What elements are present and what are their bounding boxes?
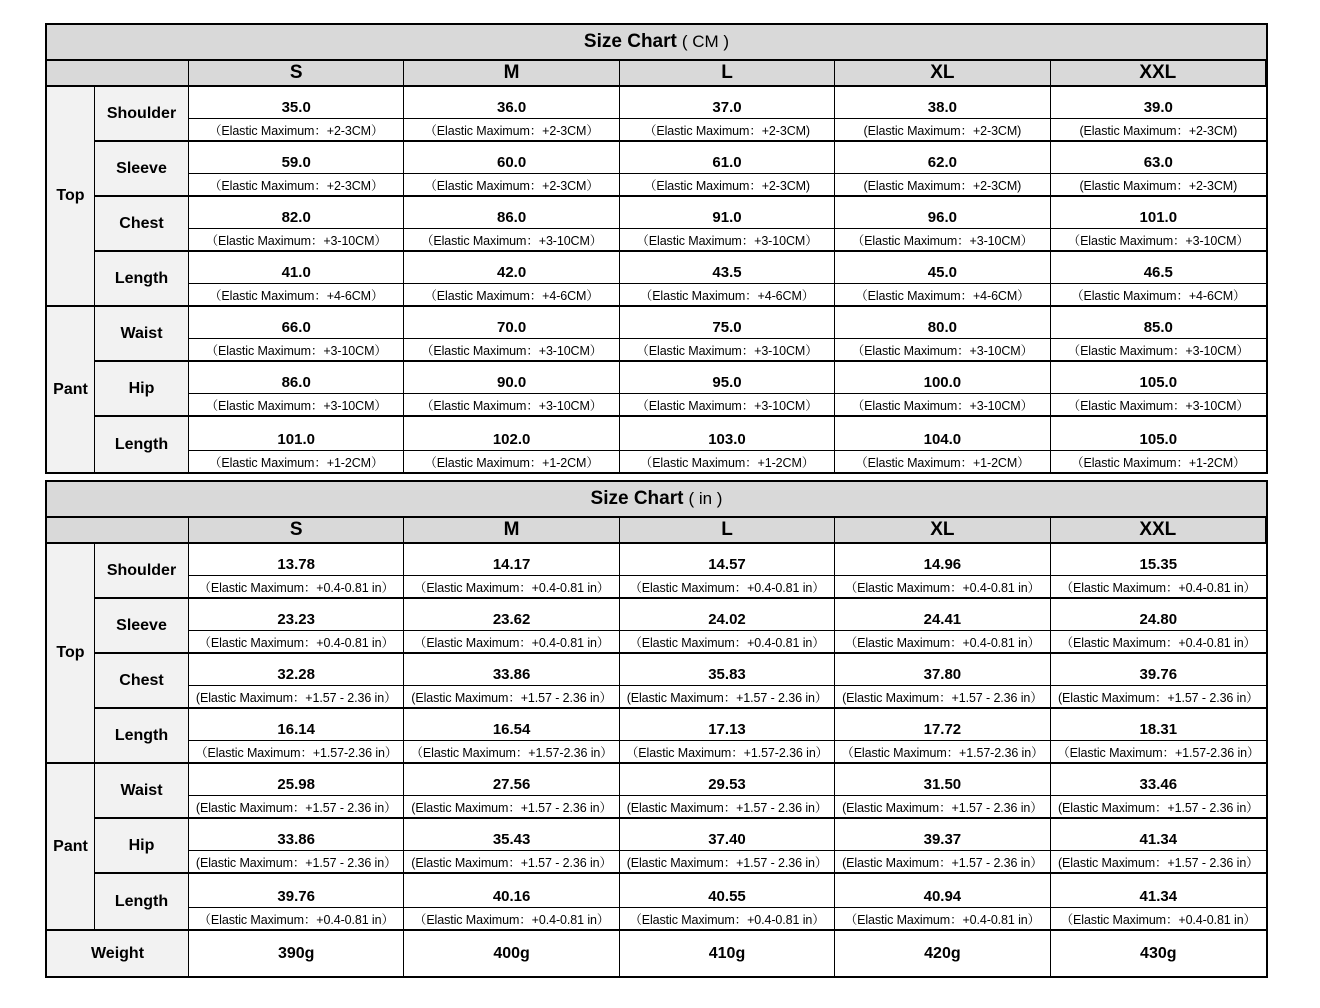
elastic-note: (Elastic Maximum：+1.57 - 2.36 in） xyxy=(842,855,1043,870)
measure-value: 18.31 xyxy=(1051,709,1266,741)
elastic-note: （Elastic Maximum：+3-10CM） xyxy=(636,398,818,413)
size-header-m: M xyxy=(404,61,619,87)
measure-label-length: Length xyxy=(95,874,189,929)
measure-label-shoulder: Shoulder xyxy=(95,87,189,142)
elastic-note: （Elastic Maximum：+2-3CM) xyxy=(643,178,810,193)
measure-cell xyxy=(404,764,619,819)
measure-cell xyxy=(1051,197,1266,252)
elastic-note: (Elastic Maximum：+1.57 - 2.36 in） xyxy=(1057,800,1259,815)
measure-value: 15.35 xyxy=(1051,544,1266,576)
elastic-note: （Elastic Maximum：+3-10CM） xyxy=(851,233,1033,248)
measure-value: 17.13 xyxy=(620,709,834,741)
measure-value: 43.5 xyxy=(620,252,834,284)
measure-cell xyxy=(1051,819,1266,874)
measure-value: 35.0 xyxy=(189,87,403,119)
elastic-note: （Elastic Maximum：+0.4-0.81 in） xyxy=(198,580,394,595)
measure-cell xyxy=(1051,362,1266,417)
measure-cell xyxy=(835,142,1050,197)
measure-label-length: Length xyxy=(95,709,189,764)
size-header-blank xyxy=(47,61,189,87)
elastic-note: （Elastic Maximum：+3-10CM） xyxy=(636,233,818,248)
measure-cell xyxy=(620,252,835,307)
elastic-note: （Elastic Maximum：+0.4-0.81 in） xyxy=(1060,912,1256,927)
elastic-note: （Elastic Maximum：+1-2CM） xyxy=(209,455,384,470)
measure-label-chest: Chest xyxy=(95,654,189,709)
chart-unit: ( CM ) xyxy=(681,32,730,51)
elastic-note: （Elastic Maximum：+3-10CM） xyxy=(205,398,387,413)
size-header-l: L xyxy=(620,518,835,544)
measure-label-shoulder: Shoulder xyxy=(95,544,189,599)
measure-cell xyxy=(404,362,619,417)
measure-value: 59.0 xyxy=(189,142,403,174)
measure-cell xyxy=(1051,654,1266,709)
measure-value: 80.0 xyxy=(835,307,1049,339)
measure-value: 33.46 xyxy=(1051,764,1266,796)
weight-label: Weight xyxy=(47,931,189,976)
group-label-pant: Pant xyxy=(47,764,95,929)
size-header-xxl: XXL xyxy=(1051,518,1266,544)
elastic-note: （Elastic Maximum：+2-3CM) xyxy=(643,123,810,138)
measure-value: 37.0 xyxy=(620,87,834,119)
measure-value: 95.0 xyxy=(620,362,834,394)
measure-cell xyxy=(835,764,1050,819)
measure-value: 39.76 xyxy=(189,874,403,908)
measure-cell xyxy=(835,709,1050,764)
measure-cell xyxy=(189,544,404,599)
measure-value: 61.0 xyxy=(620,142,834,174)
elastic-note: （Elastic Maximum：+0.4-0.81 in） xyxy=(629,580,825,595)
elastic-note: （Elastic Maximum：+2-3CM） xyxy=(424,178,599,193)
measure-cell xyxy=(404,874,619,929)
elastic-note: （Elastic Maximum：+3-10CM） xyxy=(1067,398,1249,413)
elastic-note: (Elastic Maximum：+1.57 - 2.36 in） xyxy=(411,800,612,815)
elastic-note: （Elastic Maximum：+0.4-0.81 in） xyxy=(198,912,394,927)
measure-label-length: Length xyxy=(95,417,189,472)
measure-label-waist: Waist xyxy=(95,307,189,362)
elastic-note: （Elastic Maximum：+2-3CM） xyxy=(424,123,599,138)
measure-cell xyxy=(620,599,835,654)
measure-cell xyxy=(835,197,1050,252)
measure-cell xyxy=(189,599,404,654)
elastic-note: （Elastic Maximum：+1.57-2.36 in） xyxy=(195,745,398,760)
elastic-note: （Elastic Maximum：+0.4-0.81 in） xyxy=(844,912,1041,927)
size-header-m: M xyxy=(404,518,619,544)
measure-value: 41.34 xyxy=(1051,874,1266,908)
measure-cell xyxy=(404,252,619,307)
measure-cell xyxy=(620,362,835,417)
elastic-note: (Elastic Maximum：+1.57 - 2.36 in） xyxy=(195,800,397,815)
elastic-note: （Elastic Maximum：+0.4-0.81 in） xyxy=(413,912,610,927)
measure-label-hip: Hip xyxy=(95,819,189,874)
measure-cell xyxy=(620,417,835,472)
measure-cell xyxy=(404,599,619,654)
elastic-note: (Elastic Maximum：+1.57 - 2.36 in） xyxy=(195,855,397,870)
measure-value: 33.86 xyxy=(404,654,618,686)
measure-value: 101.0 xyxy=(189,417,403,451)
size-header-s: S xyxy=(189,61,404,87)
size-chart-in xyxy=(45,480,1268,931)
size-header-s: S xyxy=(189,518,404,544)
measure-cell xyxy=(189,417,404,472)
measure-cell xyxy=(189,764,404,819)
measure-value: 90.0 xyxy=(404,362,618,394)
measure-cell xyxy=(620,709,835,764)
measure-value: 75.0 xyxy=(620,307,834,339)
measure-cell xyxy=(1051,417,1266,472)
weight-value-xl: 420g xyxy=(835,931,1050,976)
measure-cell xyxy=(1051,764,1266,819)
measure-cell xyxy=(835,544,1050,599)
measure-value: 40.55 xyxy=(620,874,834,908)
measure-label-sleeve: Sleeve xyxy=(95,142,189,197)
measure-cell xyxy=(835,362,1050,417)
measure-label-waist: Waist xyxy=(95,764,189,819)
chart-title-row xyxy=(47,482,1266,518)
elastic-note: （Elastic Maximum：+2-3CM） xyxy=(209,123,384,138)
elastic-note: （Elastic Maximum：+2-3CM） xyxy=(209,178,384,193)
elastic-note: （Elastic Maximum：+3-10CM） xyxy=(1067,343,1249,358)
elastic-note: （Elastic Maximum：+0.4-0.81 in） xyxy=(629,912,825,927)
elastic-note: （Elastic Maximum：+3-10CM） xyxy=(636,343,818,358)
measure-cell xyxy=(189,142,404,197)
elastic-note: （Elastic Maximum：+1-2CM） xyxy=(1071,455,1246,470)
size-header-xxl: XXL xyxy=(1051,61,1266,87)
measure-value: 42.0 xyxy=(404,252,618,284)
measure-value: 23.62 xyxy=(404,599,618,631)
measure-cell xyxy=(1051,142,1266,197)
elastic-note: （Elastic Maximum：+3-10CM） xyxy=(851,343,1033,358)
measure-value: 35.83 xyxy=(620,654,834,686)
measure-cell xyxy=(189,197,404,252)
measure-value: 39.76 xyxy=(1051,654,1266,686)
measure-cell xyxy=(189,252,404,307)
measure-cell xyxy=(620,307,835,362)
measure-value: 85.0 xyxy=(1051,307,1266,339)
measure-value: 16.54 xyxy=(404,709,618,741)
measure-value: 14.96 xyxy=(835,544,1049,576)
measure-value: 37.40 xyxy=(620,819,834,851)
elastic-note: (Elastic Maximum：+1.57 - 2.36 in） xyxy=(195,690,397,705)
measure-value: 100.0 xyxy=(835,362,1049,394)
elastic-note: （Elastic Maximum：+0.4-0.81 in） xyxy=(1060,635,1256,650)
measure-value: 102.0 xyxy=(404,417,618,451)
measure-value: 70.0 xyxy=(404,307,618,339)
measure-value: 13.78 xyxy=(189,544,403,576)
measure-value: 25.98 xyxy=(189,764,403,796)
elastic-note: （Elastic Maximum：+1.57-2.36 in） xyxy=(1057,745,1260,760)
elastic-note: （Elastic Maximum：+4-6CM） xyxy=(639,288,815,303)
elastic-note: (Elastic Maximum：+1.57 - 2.36 in） xyxy=(626,800,828,815)
size-header-xl: XL xyxy=(835,61,1050,87)
elastic-note: （Elastic Maximum：+4-6CM） xyxy=(855,288,1030,303)
measure-cell xyxy=(835,819,1050,874)
elastic-note: （Elastic Maximum：+4-6CM） xyxy=(1071,288,1246,303)
measure-value: 82.0 xyxy=(189,197,403,229)
measure-cell xyxy=(1051,874,1266,929)
elastic-note: （Elastic Maximum：+0.4-0.81 in） xyxy=(1060,580,1256,595)
measure-value: 63.0 xyxy=(1051,142,1266,174)
elastic-note: (Elastic Maximum：+1.57 - 2.36 in） xyxy=(411,690,612,705)
measure-cell xyxy=(835,599,1050,654)
measure-cell xyxy=(404,819,619,874)
measure-cell xyxy=(620,87,835,142)
measure-cell xyxy=(189,654,404,709)
measure-value: 105.0 xyxy=(1051,417,1266,451)
elastic-note: （Elastic Maximum：+1-2CM） xyxy=(639,455,815,470)
elastic-note: (Elastic Maximum：+2-3CM) xyxy=(1079,123,1238,138)
measure-value: 14.17 xyxy=(404,544,618,576)
measure-value: 86.0 xyxy=(404,197,618,229)
measure-cell xyxy=(835,252,1050,307)
measure-value: 24.80 xyxy=(1051,599,1266,631)
chart-title: Size Chart xyxy=(590,488,684,509)
measure-value: 40.16 xyxy=(404,874,618,908)
elastic-note: （Elastic Maximum：+3-10CM） xyxy=(851,398,1033,413)
weight-value-m: 400g xyxy=(404,931,619,976)
measure-cell xyxy=(1051,307,1266,362)
elastic-note: （Elastic Maximum：+3-10CM） xyxy=(420,233,603,248)
measure-cell xyxy=(620,544,835,599)
measure-cell xyxy=(835,417,1050,472)
measure-value: 23.23 xyxy=(189,599,403,631)
measure-value: 40.94 xyxy=(835,874,1049,908)
measure-value: 29.53 xyxy=(620,764,834,796)
measure-cell xyxy=(620,764,835,819)
size-chart-cm xyxy=(45,23,1268,474)
elastic-note: (Elastic Maximum：+1.57 - 2.36 in） xyxy=(1057,855,1259,870)
measure-value: 46.5 xyxy=(1051,252,1266,284)
size-header-xl: XL xyxy=(835,518,1050,544)
measure-cell xyxy=(1051,252,1266,307)
measure-value: 16.14 xyxy=(189,709,403,741)
measure-value: 24.41 xyxy=(835,599,1049,631)
elastic-note: (Elastic Maximum：+2-3CM) xyxy=(863,178,1022,193)
measure-label-length: Length xyxy=(95,252,189,307)
measure-cell xyxy=(620,197,835,252)
measure-label-sleeve: Sleeve xyxy=(95,599,189,654)
measure-value: 101.0 xyxy=(1051,197,1266,229)
measure-value: 39.0 xyxy=(1051,87,1266,119)
elastic-note: （Elastic Maximum：+0.4-0.81 in） xyxy=(844,635,1041,650)
measure-cell xyxy=(189,362,404,417)
elastic-note: （Elastic Maximum：+4-6CM） xyxy=(424,288,599,303)
elastic-note: (Elastic Maximum：+1.57 - 2.36 in） xyxy=(842,800,1043,815)
elastic-note: （Elastic Maximum：+3-10CM） xyxy=(1067,233,1249,248)
measure-value: 24.02 xyxy=(620,599,834,631)
measure-cell xyxy=(620,142,835,197)
elastic-note: (Elastic Maximum：+1.57 - 2.36 in） xyxy=(1057,690,1259,705)
measure-label-hip: Hip xyxy=(95,362,189,417)
elastic-note: （Elastic Maximum：+1-2CM） xyxy=(424,455,599,470)
measure-value: 41.0 xyxy=(189,252,403,284)
measure-cell xyxy=(835,87,1050,142)
elastic-note: （Elastic Maximum：+0.4-0.81 in） xyxy=(413,635,610,650)
measure-value: 14.57 xyxy=(620,544,834,576)
weight-value-s: 390g xyxy=(189,931,404,976)
measure-cell xyxy=(1051,544,1266,599)
elastic-note: （Elastic Maximum：+3-10CM） xyxy=(205,233,387,248)
chart-title: Size Chart xyxy=(583,31,677,52)
measure-value: 96.0 xyxy=(835,197,1049,229)
elastic-note: (Elastic Maximum：+1.57 - 2.36 in） xyxy=(842,690,1043,705)
size-table-cm xyxy=(45,23,1268,474)
elastic-note: （Elastic Maximum：+3-10CM） xyxy=(420,398,603,413)
elastic-note: （Elastic Maximum：+3-10CM） xyxy=(205,343,387,358)
elastic-note: (Elastic Maximum：+2-3CM) xyxy=(863,123,1022,138)
measure-value: 105.0 xyxy=(1051,362,1266,394)
measure-cell xyxy=(404,87,619,142)
elastic-note: （Elastic Maximum：+4-6CM） xyxy=(209,288,384,303)
measure-value: 45.0 xyxy=(835,252,1049,284)
measure-cell xyxy=(404,142,619,197)
measure-value: 103.0 xyxy=(620,417,834,451)
measure-cell xyxy=(189,819,404,874)
measure-value: 27.56 xyxy=(404,764,618,796)
measure-value: 66.0 xyxy=(189,307,403,339)
elastic-note: (Elastic Maximum：+2-3CM) xyxy=(1079,178,1238,193)
elastic-note: （Elastic Maximum：+0.4-0.81 in） xyxy=(629,635,825,650)
weight-value-xxl: 430g xyxy=(1140,944,1177,962)
measure-value: 36.0 xyxy=(404,87,618,119)
measure-value: 31.50 xyxy=(835,764,1049,796)
elastic-note: (Elastic Maximum：+1.57 - 2.36 in） xyxy=(626,855,828,870)
measure-cell xyxy=(189,307,404,362)
measure-cell xyxy=(620,819,835,874)
measure-cell xyxy=(404,654,619,709)
measure-cell xyxy=(189,709,404,764)
elastic-note: （Elastic Maximum：+0.4-0.81 in） xyxy=(844,580,1041,595)
weight-value-l: 410g xyxy=(620,931,835,976)
measure-cell xyxy=(1051,599,1266,654)
measure-value: 37.80 xyxy=(835,654,1049,686)
elastic-note: （Elastic Maximum：+3-10CM） xyxy=(420,343,603,358)
measure-cell xyxy=(404,544,619,599)
measure-cell xyxy=(404,709,619,764)
chart-unit: ( in ) xyxy=(688,489,723,508)
elastic-note: （Elastic Maximum：+1.57-2.36 in） xyxy=(841,745,1044,760)
group-label-top: Top xyxy=(47,87,95,307)
elastic-note: （Elastic Maximum：+0.4-0.81 in） xyxy=(413,580,610,595)
measure-cell xyxy=(835,307,1050,362)
measure-value: 104.0 xyxy=(835,417,1049,451)
group-label-top: Top xyxy=(47,544,95,764)
measure-value: 32.28 xyxy=(189,654,403,686)
measure-value: 39.37 xyxy=(835,819,1049,851)
elastic-note: （Elastic Maximum：+1-2CM） xyxy=(855,455,1030,470)
measure-label-chest: Chest xyxy=(95,197,189,252)
measure-cell xyxy=(404,417,619,472)
measure-cell xyxy=(1051,87,1266,142)
weight-table xyxy=(45,929,1268,978)
chart-title-row xyxy=(47,25,1266,61)
elastic-note: （Elastic Maximum：+1.57-2.36 in） xyxy=(410,745,613,760)
measure-cell xyxy=(835,654,1050,709)
elastic-note: (Elastic Maximum：+1.57 - 2.36 in） xyxy=(626,690,828,705)
measure-cell xyxy=(620,874,835,929)
measure-value: 33.86 xyxy=(189,819,403,851)
measure-value: 60.0 xyxy=(404,142,618,174)
measure-cell xyxy=(189,874,404,929)
measure-cell xyxy=(835,874,1050,929)
measure-value: 91.0 xyxy=(620,197,834,229)
measure-value: 17.72 xyxy=(835,709,1049,741)
elastic-note: （Elastic Maximum：+0.4-0.81 in） xyxy=(198,635,394,650)
elastic-note: (Elastic Maximum：+1.57 - 2.36 in） xyxy=(411,855,612,870)
size-header-l: L xyxy=(620,61,835,87)
measure-value: 35.43 xyxy=(404,819,618,851)
size-header-blank xyxy=(47,518,189,544)
measure-value: 62.0 xyxy=(835,142,1049,174)
size-table-in xyxy=(45,480,1268,931)
measure-value: 41.34 xyxy=(1051,819,1266,851)
measure-cell xyxy=(1051,709,1266,764)
elastic-note: （Elastic Maximum：+1.57-2.36 in） xyxy=(625,745,829,760)
measure-cell xyxy=(189,87,404,142)
measure-cell xyxy=(404,307,619,362)
measure-value: 38.0 xyxy=(835,87,1049,119)
group-label-pant: Pant xyxy=(47,307,95,472)
measure-value: 86.0 xyxy=(189,362,403,394)
measure-cell xyxy=(404,197,619,252)
measure-cell xyxy=(620,654,835,709)
